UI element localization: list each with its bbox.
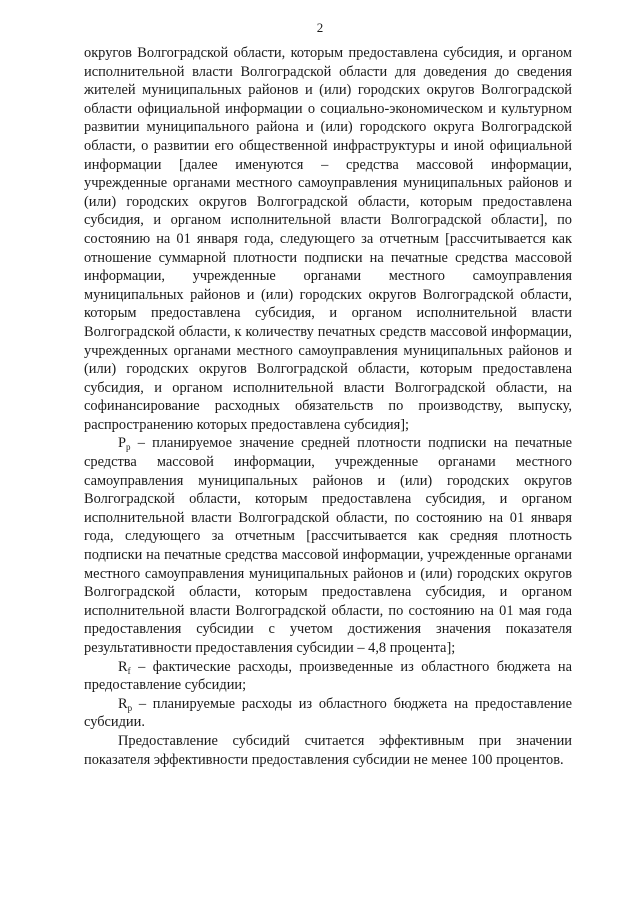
symbol-r-f: $R_f$ (118, 658, 131, 676)
symbol-r-p: $R_p$ (118, 695, 133, 713)
paragraph-continuation: округов Волгоградской области, которым предоставлена субсидия, и органом исполнительной власти Волгоградской области для доведения до сведения жителей муниципальных районов и (или) городских округов Волгоградской области официальной информации о социально-экономическом и культурном развитии муниципального района и (или) городского округа Волгоградской области, о развитии его общественной инфраструктуры и иной официальной информации [далее именуются – средства массовой информации, учрежденные органами местного самоуправления муниципальных районов и (или) городских округов Волгоградской области, которым предоставлена субсидия, и органом исполнительной власти Волгоградской области], по состоянию на 01 января года, следующего за отчетным [рассчитывается как отношение суммарной плотности подписки на печатные средства массовой информации, учрежденные органами местного самоуправления муниципальных районов и (или) городских округов Волгоградской области, которым предоставлена субсидия, и органом исполнительной власти Волгоградской области, к количеству печатных средств массовой информации, учрежденных органами местного самоуправления муниципальных районов и (или) городских округов Волгоградской области, которым предоставлена субсидия, и органом исполнительной власти Волгоградской области, на софинансирование расходных обязательств по производству, выпуску, распространению которых предоставлена субсидия]; (84, 45, 572, 433)
paragraph-planned-expenses (84, 695, 572, 732)
paragraph-actual-expenses (84, 658, 572, 695)
actual-expenses-definition: – фактические расходы, произведенные из областного бюджета на предоставление субсидии; (84, 658, 572, 694)
page-number: 2 (316, 20, 324, 35)
symbol-p-p: $P_p$ (118, 435, 131, 453)
document-body (84, 44, 572, 769)
paragraph-efficiency-criterion: Предоставление субсидий считается эффективным при значении показателя эффективности предоставления субсидии не менее 100 процентов. (84, 732, 572, 768)
planned-expenses-definition: – планируемые расходы из областного бюджета на предоставление субсидии. (84, 695, 572, 731)
paragraph-planned-density (84, 434, 572, 657)
planned-density-definition: – планируемое значение средней плотности подписки на печатные средства массовой информации, учрежденные органами местного самоуправления муниципальных районов и (или) городских округов Волгоградской области, которым предоставлена субсидия, и органом исполнительной власти Волгоградской области, по состоянию на 01 января года, следующего за отчетным [рассчитывается как средняя плотность подписки на печатные средства массовой информации, учрежденные органами местного самоуправления муниципальных районов и (или) городских округов Волгоградской области, которым предоставлена субсидия, и органом исполнительной власти Волгоградской области, по состоянию на 01 мая года предоставления субсидии с учетом достижения значения показателя результативности предоставления субсидии – 4,8 процента]; (84, 435, 572, 656)
